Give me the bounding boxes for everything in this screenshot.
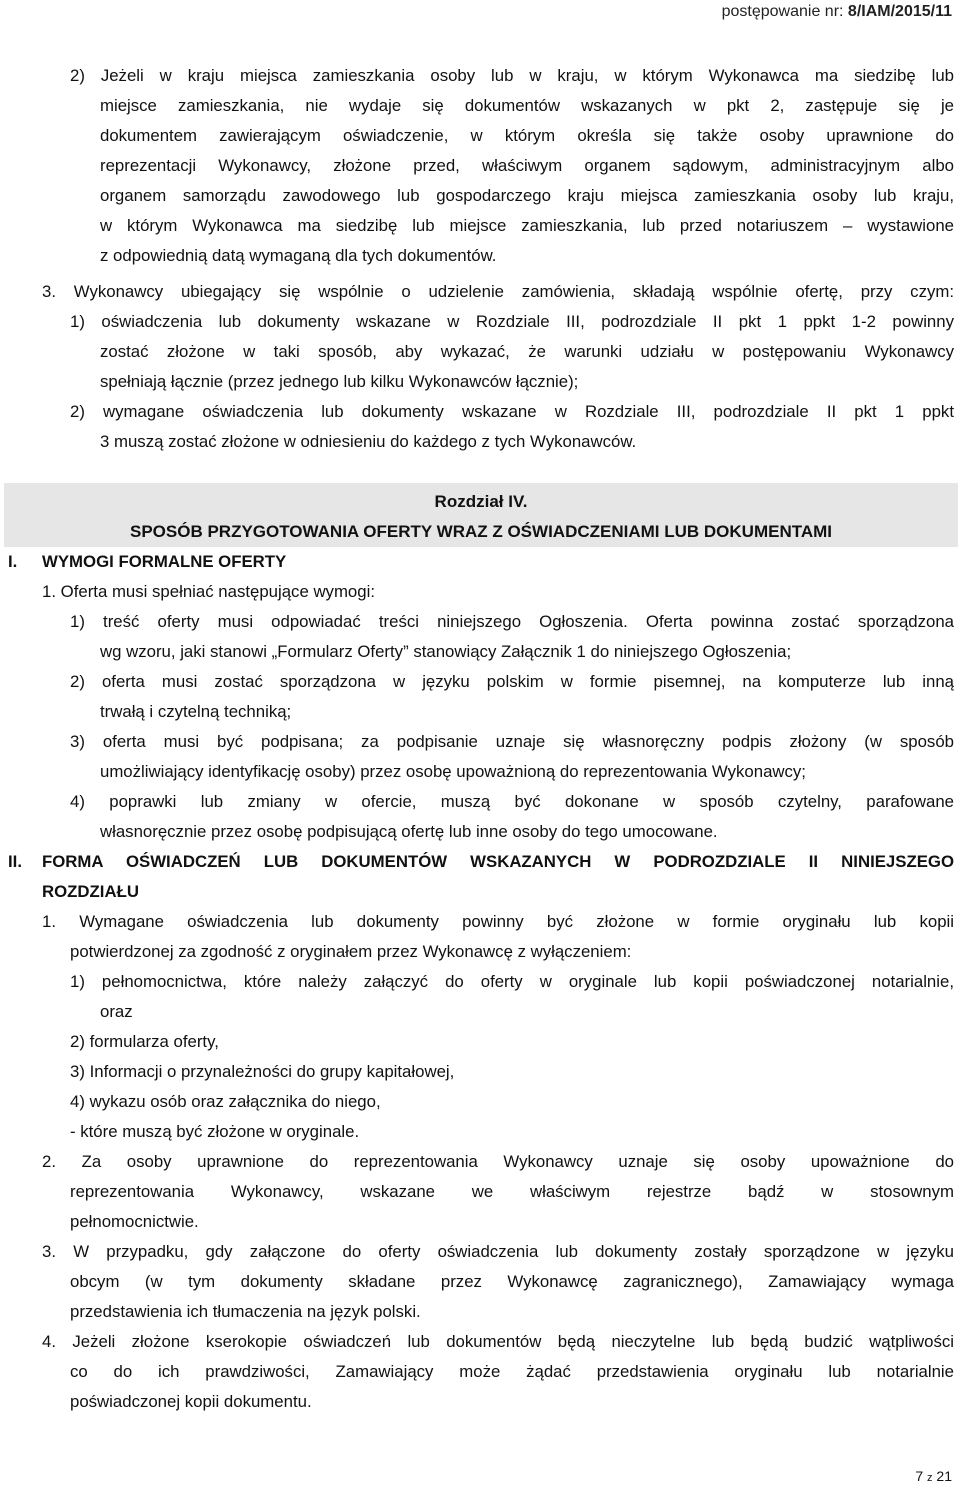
text-line: własnoręcznie przez osobę podpisującą ofertę lub inne osoby do tego umocowane.	[100, 822, 718, 841]
text-line: 1) treść oferty musi odpowiadać treści niniejszego Ogłoszenia. Oferta powinna zostać sporządzona	[70, 612, 954, 631]
text-line: dokumentem zawierającym oświadczenie, w którym określa się także osoby uprawnione do	[100, 126, 954, 145]
text-line: 2. Za osoby uprawnione do reprezentowania Wykonawcy uznaje się osoby upoważnione do	[42, 1152, 954, 1171]
page-separator: z	[927, 1472, 933, 1484]
current-page: 7	[915, 1468, 924, 1484]
text-line: 4) poprawki lub zmiany w ofercie, muszą być dokonane w sposób czytelny, parafowane	[70, 792, 954, 811]
page-number	[915, 1468, 952, 1484]
procedure-label: postępowanie nr:	[721, 3, 848, 20]
text-line: - które muszą być złożone w oryginale.	[70, 1122, 360, 1141]
text-line: co do ich prawdziwości, Zamawiający może żądać przedstawienia oryginału lub notarialnie	[70, 1362, 954, 1381]
text-line: 3. Wykonawcy ubiegający się wspólnie o udzielenie zamówienia, składają wspólnie ofertę, przy czym:	[42, 282, 954, 301]
text-line: 3) oferta musi być podpisana; za podpisanie uznaje się własnoręczny podpis złożony (w sposób	[70, 732, 954, 751]
part-heading: FORMA OŚWIADCZEŃ LUB DOKUMENTÓW WSKAZANYCH W PODROZDZIALE II NINIEJSZEGO	[42, 852, 954, 871]
text-line: organem samorządu zawodowego lub gospodarczego kraju miejsca zamieszkania osoby lub kraju,	[100, 186, 954, 205]
chapter-title: Rozdział IV.	[434, 492, 528, 511]
text-line: pełnomocnictwie.	[70, 1212, 199, 1231]
text-line: 1. Oferta musi spełniać następujące wymogi:	[42, 582, 375, 601]
text-line: zostać złożone w taki sposób, aby wykazać, że warunki udziału w postępowaniu Wykonawcy	[100, 342, 954, 361]
text-line: 3 muszą zostać złożone w odniesieniu do każdego z tych Wykonawców.	[100, 432, 637, 451]
text-line: spełniają łącznie (przez jednego lub kilku Wykonawców łącznie);	[100, 372, 579, 391]
text-line: trwałą i czytelną techniką;	[100, 702, 292, 721]
text-line: miejsce zamieszkania, nie wydaje się dokumentów wskazanych w pkt 2, zastępuje się je	[100, 96, 954, 115]
page-header	[722, 3, 952, 21]
text-line: z odpowiednią datą wymaganą dla tych dokumentów.	[100, 246, 497, 265]
text-line: 3. W przypadku, gdy załączone do oferty oświadczenia lub dokumenty zostały sporządzone w języku	[42, 1242, 954, 1261]
text-line: 1) oświadczenia lub dokumenty wskazane w Rozdziale III, podrozdziale II pkt 1 ppkt 1-2 powinny	[70, 312, 954, 331]
part-numeral: I.	[8, 552, 18, 571]
part-numeral: II.	[8, 852, 22, 871]
text-line: poświadczonej kopii dokumentu.	[70, 1392, 312, 1411]
text-line: reprezentowania Wykonawcy, wskazane we właściwym rejestrze bądź w stosownym	[70, 1182, 954, 1201]
text-line: 3) Informacji o przynależności do grupy kapitałowej,	[70, 1062, 455, 1081]
part-heading: WYMOGI FORMALNE OFERTY	[42, 552, 287, 571]
text-line: umożliwiający identyfikację osoby) przez osobę upoważnioną do reprezentowania Wykonawcy;	[100, 762, 806, 781]
text-line: obcym (w tym dokumenty składane przez Wykonawcę zagranicznego), Zamawiający wymaga	[70, 1272, 954, 1291]
text-line: 4. Jeżeli złożone kserokopie oświadczeń lub dokumentów będą nieczytelne lub będą budzić wątpliwości	[42, 1332, 954, 1351]
text-line: w którym Wykonawca ma siedzibę lub miejsce zamieszkania, lub przed notariuszem – wystawione	[100, 216, 954, 235]
text-line: 1) pełnomocnictwa, które należy załączyć do oferty w oryginale lub kopii poświadczonej notarialnie,	[70, 972, 954, 991]
text-line: 4) wykazu osób oraz załącznika do niego,	[70, 1092, 381, 1111]
chapter-subtitle: SPOSÓB PRZYGOTOWANIA OFERTY WRAZ Z OŚWIADCZENIAMI LUB DOKUMENTAMI	[129, 522, 833, 541]
text-line: 2) formularza oferty,	[70, 1032, 219, 1051]
text-line: 2) oferta musi zostać sporządzona w języku polskim w formie pisemnej, na komputerze lub inną	[70, 672, 954, 691]
text-line: oraz	[100, 1002, 133, 1021]
text-line: 2) Jeżeli w kraju miejsca zamieszkania osoby lub w kraju, w którym Wykonawca ma siedzibę lub	[70, 66, 954, 85]
text-line: potwierdzonej za zgodność z oryginałem przez Wykonawcę z wyłączeniem:	[70, 942, 632, 961]
text-line: wg wzoru, jaki stanowi „Formularz Oferty” stanowiący Załącznik 1 do niniejszego Ogłoszenia;	[100, 642, 792, 661]
text-line: 2) wymagane oświadczenia lub dokumenty wskazane w Rozdziale III, podrozdziale II pkt 1 ppkt	[70, 402, 954, 421]
text-line: przedstawienia ich tłumaczenia na język polski.	[70, 1302, 421, 1321]
text-line: reprezentacji Wykonawcy, złożone przed, właściwym organem sądowym, administracyjnym albo	[100, 156, 954, 175]
procedure-number: 8/IAM/2015/11	[847, 3, 952, 20]
part-heading-continued: ROZDZIAŁU	[42, 882, 139, 901]
text-line: 1. Wymagane oświadczenia lub dokumenty powinny być złożone w formie oryginału lub kopii	[42, 912, 954, 931]
total-pages: 21	[936, 1468, 952, 1484]
